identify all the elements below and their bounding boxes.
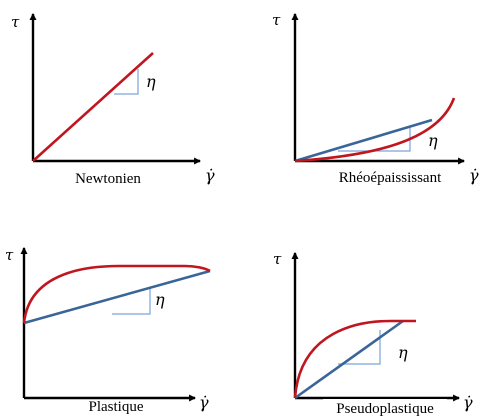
panel-label-rheoepaississant: Rhéoépaississant [338, 170, 442, 186]
eta-symbol: η [146, 72, 156, 91]
panel-pseudoplastique [273, 250, 473, 416]
slope-triangle [114, 69, 138, 94]
eta-symbol: η [428, 131, 438, 150]
slope-triangle [338, 330, 380, 364]
blue-secant-line [295, 120, 432, 161]
panel-label-pseudoplastique: Pseudoplastique [336, 401, 434, 416]
eta-symbol: η [398, 343, 408, 362]
shear-rate-symbol: γ̇ [469, 166, 479, 185]
blue-secant-line [295, 321, 403, 398]
shear-rate-symbol: γ̇ [463, 393, 473, 412]
slope-triangle [338, 128, 410, 151]
tau-symbol: τ [273, 250, 282, 268]
tau-symbol: τ [5, 246, 14, 264]
tau-symbol: τ [11, 13, 20, 31]
panel-newtonien [11, 13, 215, 187]
red-flow-curve [33, 53, 153, 161]
panel-label-plastique: Plastique [88, 399, 144, 415]
shear-rate-symbol: γ̇ [205, 166, 215, 185]
eta-symbol: η [155, 290, 165, 309]
tau-symbol: τ [272, 11, 281, 29]
panel-label-newtonien: Newtonien [75, 171, 141, 187]
panel-plastique [5, 246, 210, 415]
red-flow-curve [295, 98, 454, 161]
shear-rate-symbol: γ̇ [199, 393, 209, 412]
slope-triangle [112, 287, 150, 314]
panel-rheoepaississant [272, 11, 479, 186]
